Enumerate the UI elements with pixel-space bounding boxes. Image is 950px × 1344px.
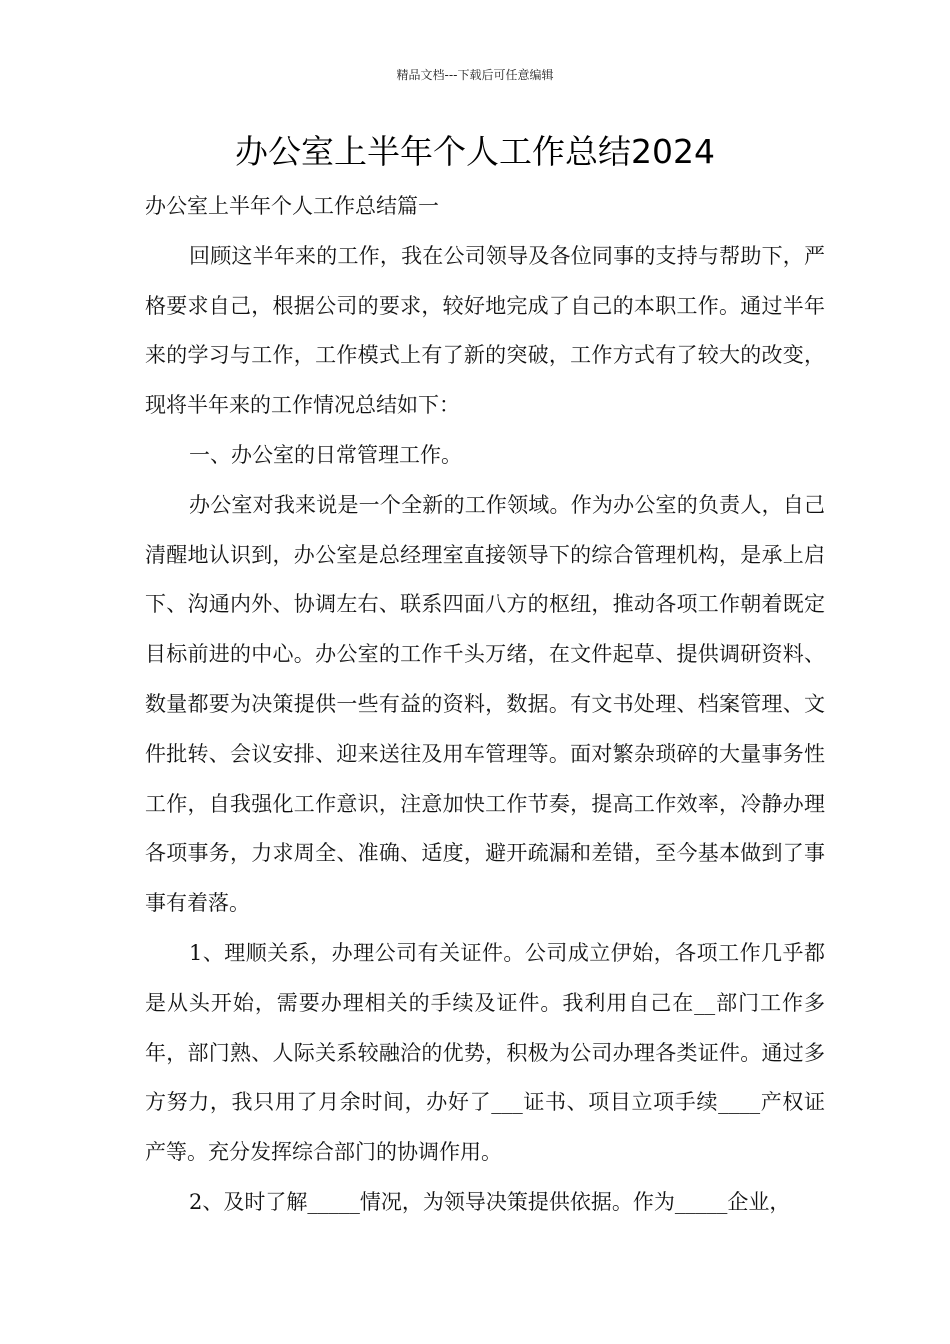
header-note: 精品文档---下载后可任意编辑 <box>396 68 554 82</box>
paragraph: 办公室对我来说是一个全新的工作领域。作为办公室的负责人，自己清醒地认识到，办公室是总经理室直接领导下的综合管理机构，是承上启下、沟通内外、协调左右、联系四面八方的枢纽，推动各项工作朝着既定目标前进的中心。办公室的工作千头万绪，在文件起草、提供调研资料、数量都要为决策提供一些有益的资料，数据。有文书处理、档案管理、文件批转、会议安排、迎来送往及用车管理等。面对繁杂琐碎的大量事务性工作，自我强化工作意识，注意加快工作节奏，提高工作效率，冷静办理各项事务，力求周全、准确、适度，避开疏漏和差错，至今基本做到了事事有着落。 <box>145 492 825 916</box>
section-heading: 一、办公室的日常管理工作。 <box>189 442 462 467</box>
paragraph: 回顾这半年来的工作，我在公司领导及各位同事的支持与帮助下，严格要求自己，根据公司的要求，较好地完成了自己的本职工作。通过半年来的学习与工作，工作模式上有了新的突破，工作方式有了较大的改变，现将半年来的工作情况总结如下： <box>145 243 825 418</box>
paragraph: 2、及时了解_____情况，为领导决策提供依据。作为_____企业， <box>189 1189 791 1214</box>
section-subtitle: 办公室上半年个人工作总结篇一 <box>145 194 439 218</box>
document-title: 办公室上半年个人工作总结2024 <box>235 132 715 171</box>
document-body <box>145 182 825 1228</box>
paragraph: 1、理顺关系，办理公司有关证件。公司成立伊始，各项工作几乎都是从头开始，需要办理相关的手续及证件。我利用自己在__部门工作多年，部门熟、人际关系较融洽的优势，积极为公司办理各类证件。通过多方努力，我只用了月余时间，办好了___证书、项目立项手续____产权证产等。充分发挥综合部门的协调作用。 <box>145 940 825 1165</box>
